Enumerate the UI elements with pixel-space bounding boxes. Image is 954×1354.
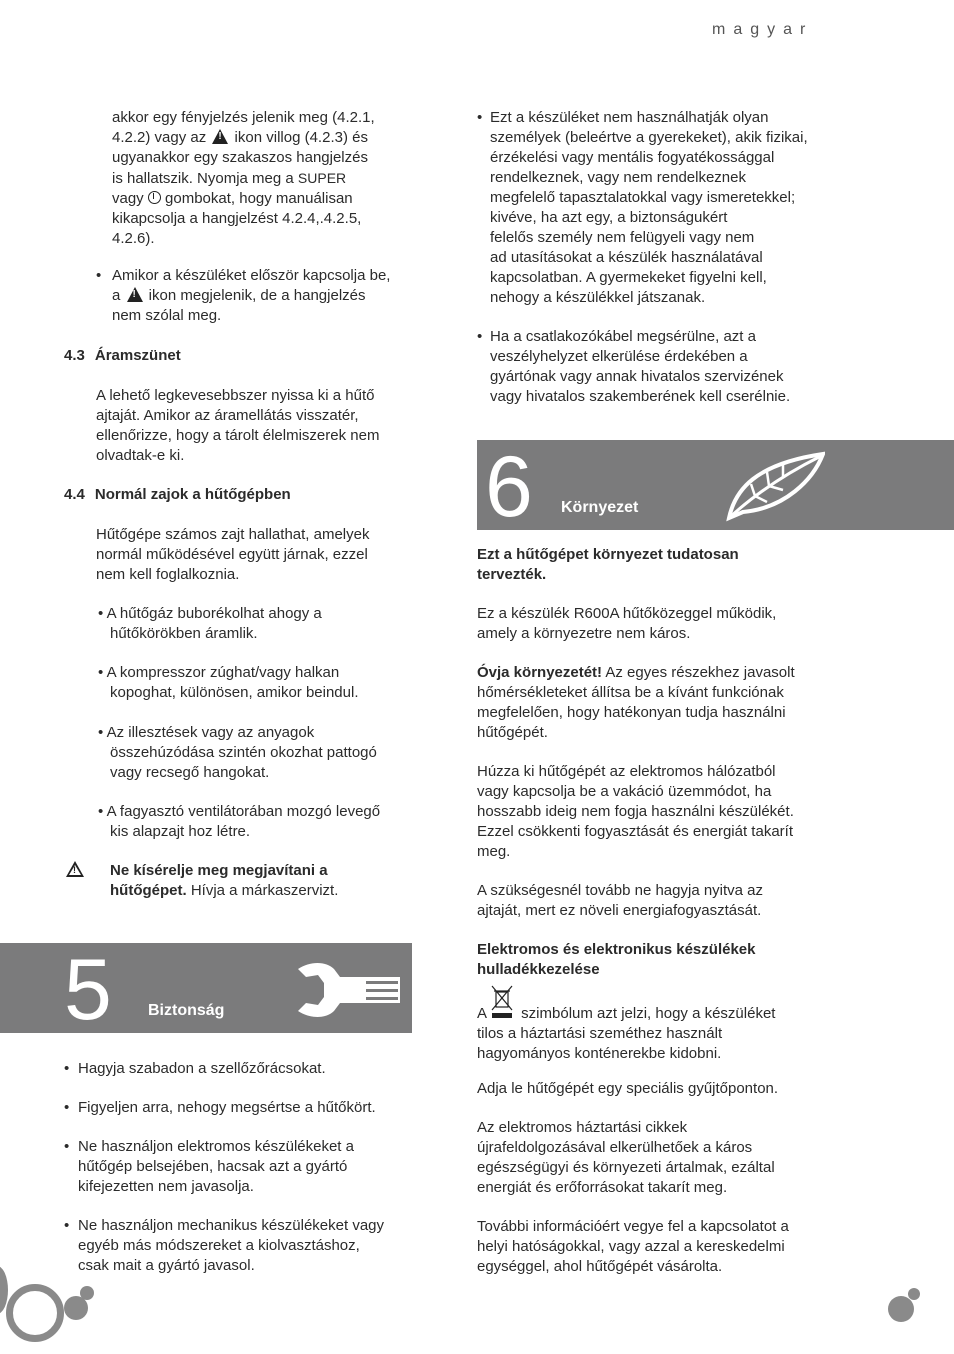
section-title: Biztonság xyxy=(148,1002,225,1019)
noise-item: • A kompresszor zúghat/vagy halkan kopoghat, különösen, amikor beindul. xyxy=(98,664,359,701)
door-text: A szükségesnél tovább ne hagyja nyitva az ajtaját, mert ez növeli energiafogyasztását. xyxy=(477,882,764,919)
user-restriction-bullet: • Ezt a készüléket nem használhatják olyan személyek (beleértve a gyerekeket), akik fizikai, érzékelési vagy mentális fogyatékossággal rendelkeznek, vagy nem rendelkeznek megfelelő tapasztalatokkal vagy ismeretekkel; kivéve, ha azt egy, a biztonságukért felelős személy nem felügyeli vagy nem ad utasításokat a készülék használatával kapcsolatban. A gyermekeket figyelni kell, nehogy a készülékkel játszanak. xyxy=(477,109,808,306)
power-icon xyxy=(148,191,161,204)
noise-item: • A fagyasztó ventilátorában mozgó levegő kis alapzajt hoz létre. xyxy=(98,803,381,840)
power-cable-bullet: • Ha a csatlakozókábel megsérülne, azt a veszélyhelyzet elkerülése érdekében a gyártónak vagy annak hivatalos szervizének vagy hivatalos szakemberének kell cserélnie. xyxy=(477,328,791,405)
section-4-4-text: Hűtőgépe számos zajt hallathat, amelyek normál működésével együtt járnak, ezzel nem kell foglalkoznia. xyxy=(96,526,370,583)
unplug-text: Húzza ki hűtőgépét az elektromos hálózatból vagy kapcsolja be a vakáció üzemmódot, ha hosszabb ideig nem fogja használni készülékét. Ezzel csökkenti fogyasztását és energiát takarít meg. xyxy=(477,763,794,860)
leaf-icon xyxy=(725,450,825,522)
safety-list xyxy=(64,1059,414,1276)
decorative-dot xyxy=(888,1296,914,1322)
warning-icon xyxy=(66,861,84,883)
decorative-dot xyxy=(80,1286,94,1300)
more-info-text: További információért vegye fel a kapcsolatot a helyi hatóságokkal, vagy azzal a kereskedelmi egységgel, ahol hűtőgépét vásárolta. xyxy=(477,1218,789,1275)
section-6-banner xyxy=(477,439,954,535)
weee-symbol-text: A szimbólum azt jelzi, hogy a készüléket tilos a háztartási szeméthez használt hagyományos konténerekbe kidobni. xyxy=(477,1000,827,1064)
list-item: • Ne használjon elektromos készülékeket a hűtőgép belsejében, hacsak azt a gyártó kifejezetten nem javasolja. xyxy=(64,1138,354,1195)
protect-environment-text: Óvja környezetét! Az egyes részekhez javasolt hőmérsékleteket állítsa be a kívánt funkciónak megfelelően, hogy hatékonyan tudja használni hűtőgépét. xyxy=(477,664,795,741)
section-4-3-text: A lehető legkevesebbszer nyissa ki a hűtő ajtaját. Amikor az áramellátás visszatér, ellenőrizze, hogy a tárolt élelmiszerek nem olvadtak-e ki. xyxy=(96,387,380,464)
list-item: • Hagyja szabadon a szellőzőrácsokat. xyxy=(64,1060,326,1077)
weee-heading: Elektromos és elektronikus készülékek hulladékkezelése xyxy=(477,941,756,978)
language-label: magyar xyxy=(712,21,814,38)
wrench-icon xyxy=(296,959,404,1021)
noise-item: • Az illesztések vagy az anyagok összehúzódása szintén okozhat pattogó vagy recsegő hangokat. xyxy=(98,724,377,781)
section-5-banner xyxy=(0,942,412,1038)
weee-bin-icon xyxy=(490,1000,514,1020)
section-title: Környezet xyxy=(561,499,639,516)
warning-icon xyxy=(127,287,143,302)
section-4-4-heading: 4.4 Normál zajok a hűtőgépben xyxy=(64,486,291,503)
recycling-text: Az elektromos háztartási cikkek újrafeldolgozásával elkerülhetőek a káros egészségügyi és környezeti ártalmak, ezáltal energiát és erőforrásokat takarít meg. xyxy=(477,1119,775,1196)
warning-icon xyxy=(212,129,228,144)
decorative-dot xyxy=(908,1288,920,1300)
section-number: 6 xyxy=(485,439,533,535)
decorative-ring xyxy=(6,1284,64,1342)
environment-heading: Ezt a hűtőgépet környezet tudatosan tervezték. xyxy=(477,546,739,583)
list-item: • Ne használjon mechanikus készülékeket vagy egyéb más módszereket a kiolvasztáshoz, csak mait a gyártó javasol. xyxy=(64,1217,384,1274)
section-4-3-heading: 4.3 Áramszünet xyxy=(64,347,181,364)
list-item: • Figyeljen arra, nehogy megsértse a hűtőkört. xyxy=(64,1099,376,1116)
repair-warning: Ne kísérelje meg megjavítani a hűtőgépet. Hívja a márkaszervizt. xyxy=(110,862,339,899)
collection-point-text: Adja le hűtőgépét egy speciális gyűjtőponton. xyxy=(477,1080,779,1097)
refrigerant-text: Ez a készülék R600A hűtőközeggel működik, amely a környezetre nem káros. xyxy=(477,605,777,642)
continued-paragraph: akkor egy fényjelzés jelenik meg (4.2.1, 4.2.2) vagy az ! ikon villog (4.2.3) és ugyanakkor egy szakaszos hangjelzés is hallatszik. Nyomja meg a SUPER vagy gombokat, hogy manuálisan kikapcsolja a hangjelzést 4.2.4,.4.2.5, 4.2.6). xyxy=(112,108,412,249)
noise-item: • A hűtőgáz buborékolhat ahogy a hűtőkörökben áramlik. xyxy=(98,605,322,642)
first-power-on-bullet: • Amikor a készüléket először kapcsolja be, a ! ikon megjelenik, de a hangjelzés nem szólal meg. xyxy=(96,266,416,326)
section-number: 5 xyxy=(64,942,112,1038)
